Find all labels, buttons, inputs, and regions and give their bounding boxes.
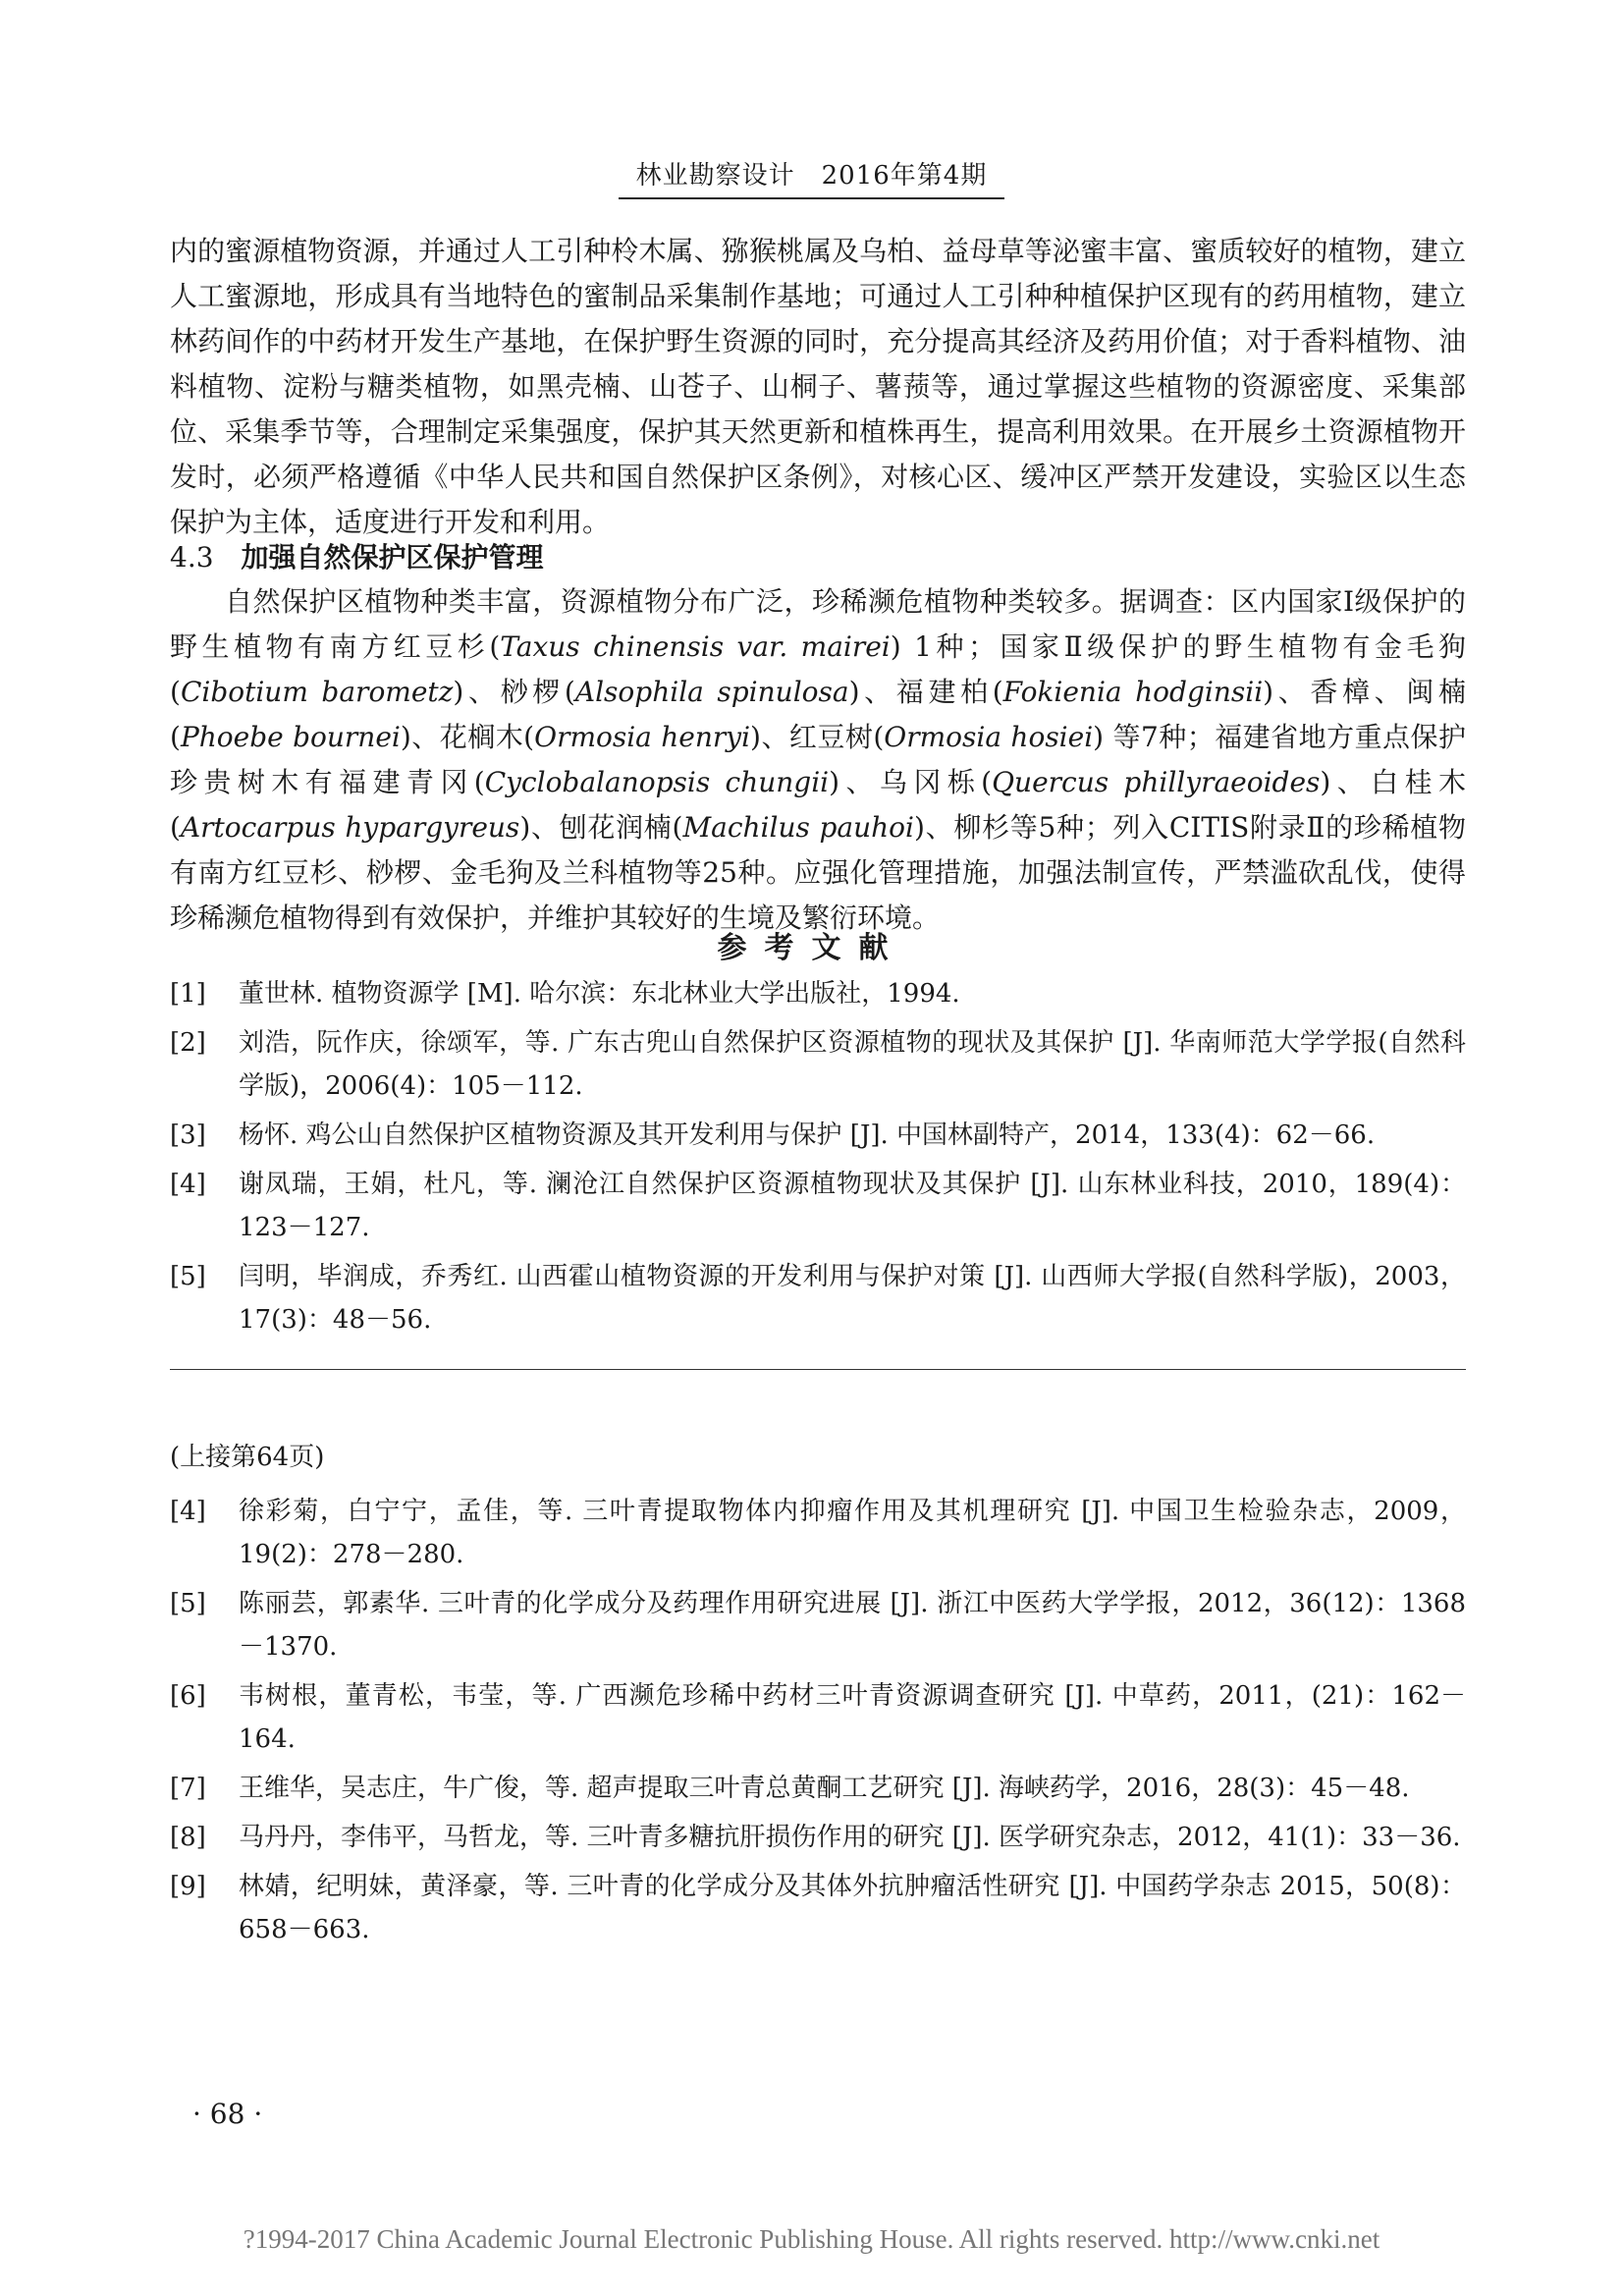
reference-item [170, 1490, 1466, 1576]
reference-text: 林婧，纪明妹，黄泽豪，等. 三叶青的化学成分及其体外抗肿瘤活性研究 [J]. 中国药学杂志 2015，50(8)：658－663. [239, 1872, 1466, 1944]
reference-text: 谢凤瑞，王娟，杜凡，等. 澜沧江自然保护区资源植物现状及其保护 [J]. 山东林业科技，2010，189(4)：123－127. [239, 1170, 1466, 1242]
latin-name: Alsophila spinulosa [574, 676, 849, 708]
latin-name: Cyclobalanopsis chungii [484, 766, 830, 798]
body-paragraph-1: 内的蜜源植物资源，并通过人工引种柃木属、猕猴桃属及乌柏、益母草等泌蜜丰富、蜜质较好的植物，建立人工蜜源地，形成具有当地特色的蜜制品采集制作基地；可通过人工引种种植保护区现有的药用植物，建立林药间作的中药材开发生产基地，在保护野生资源的同时，充分提高其经济及药用价值；对于香料植物、油料植物、淀粉与糖类植物，如黑壳楠、山苍子、山桐子、薯蓣等，通过掌握这些植物的资源密度、采集部位、采集季节等，合理制定采集强度，保护其天然更新和植株再生，提高利用效果。在开展乡土资源植物开发时，必须严格遵循《中华人民共和国自然保护区条例》，对核心区、缓冲区严禁开发建设，实验区以生态保护为主体，适度进行开发和利用。 [170, 235, 1466, 538]
reference-item [170, 1114, 1466, 1157]
section-divider [170, 1369, 1466, 1370]
reference-item [170, 1767, 1466, 1810]
reference-index: [2] [170, 1028, 206, 1058]
reference-index: [3] [170, 1121, 206, 1150]
reference-item [170, 1582, 1466, 1668]
latin-name: Taxus chinensis var. mairei [500, 630, 891, 663]
latin-name: Ormosia henryi [534, 721, 751, 753]
section-number: 4.3 [170, 541, 214, 574]
latin-name: Phoebe bournei [180, 721, 401, 753]
reference-item [170, 1255, 1466, 1341]
page-number: · 68 · [192, 2098, 263, 2130]
reference-index: [8] [170, 1823, 206, 1852]
body-paragraph-2: 自然保护区植物种类丰富，资源植物分布广泛，珍稀濒危植物种类较多。据调查：区内国家Ⅰ级保护的野生植物有南方红豆杉(Taxus chinensis var. mairei) 1种；国家Ⅱ级保护的野生植物有金毛狗(Cibotium barometz)、桫椤(Alsophila spinulosa)、福建柏(Fokienia hodginsii)、香樟、闽楠(Phoebe bournei)、花榈木(Ormosia henryi)、红豆树(Ormosia hosiei) 等7种；福建省地方重点保护珍贵树木有福建青冈(Cyclobalanopsis chungii)、乌冈栎(Quercus phillyraeoides)、白桂木(Artocarpus hypargyreus)、刨花润楠(Machilus pauhoi)、柳杉等5种；列入CITIS附录Ⅱ的珍稀植物有南方红豆杉、桫椤、金毛狗及兰科植物等25种。应强化管理措施，加强法制宣传，严禁滥砍乱伐，使得珍稀濒危植物得到有效保护，并维护其较好的生境及繁衍环境。 [170, 585, 1466, 934]
running-header [0, 155, 1623, 199]
reference-text: 王维华，吴志庄，牛广俊，等. 超声提取三叶青总黄酮工艺研究 [J]. 海峡药学，2016，28(3)：45－48. [239, 1774, 1410, 1803]
reference-item [170, 1865, 1466, 1951]
reference-item [170, 972, 1466, 1015]
reference-index: [4] [170, 1497, 206, 1526]
reference-index: [6] [170, 1681, 206, 1711]
latin-name: Machilus pauhoi [682, 811, 914, 844]
latin-name: Ormosia hosiei [884, 721, 1094, 753]
reference-index: [5] [170, 1589, 206, 1618]
reference-text: 董世林. 植物资源学 [M]. 哈尔滨：东北林业大学出版社，1994. [239, 979, 960, 1009]
latin-name: Quercus phillyraeoides [992, 766, 1321, 798]
reference-index: [7] [170, 1774, 206, 1803]
reference-index: [4] [170, 1170, 206, 1199]
reference-item [170, 1163, 1466, 1249]
reference-text: 刘浩，阮作庆，徐颂军，等. 广东古兜山自然保护区资源植物的现状及其保护 [J]. 华南师范大学学报(自然科学版)，2006(4)：105－112. [239, 1028, 1466, 1101]
references-heading: 参考文献 [717, 931, 906, 965]
reference-list [170, 972, 1466, 1347]
latin-name: Fokienia hodginsii [1002, 676, 1264, 708]
section-heading [170, 536, 544, 575]
reference-text: 徐彩菊，白宁宁，孟佳，等. 三叶青提取物体内抑瘤作用及其机理研究 [J]. 中国卫生检验杂志，2009，19(2)：278－280. [239, 1497, 1466, 1569]
reference-index: [1] [170, 979, 206, 1009]
reference-text: 闫明，毕润成，乔秀红. 山西霍山植物资源的开发利用与保护对策 [J]. 山西师大学报(自然科学版)，2003，17(3)：48－56. [239, 1262, 1466, 1335]
reference-text: 陈丽芸，郭素华. 三叶青的化学成分及药理作用研究进展 [J]. 浙江中医药大学学报，2012，36(12)：1368－1370. [239, 1589, 1466, 1662]
reference-text: 韦树根，董青松，韦莹，等. 广西濒危珍稀中药材三叶青资源调查研究 [J]. 中草药，2011，(21)：162－164. [239, 1681, 1466, 1754]
reference-item [170, 1816, 1466, 1859]
section-title: 加强自然保护区保护管理 [241, 541, 544, 574]
latin-name: Cibotium barometz [180, 676, 454, 708]
continued-reference-list [170, 1490, 1466, 1957]
latin-name: Artocarpus hypargyreus [180, 811, 520, 844]
reference-item [170, 1021, 1466, 1108]
reference-text: 马丹丹，李伟平，马哲龙，等. 三叶青多糖抗肝损伤作用的研究 [J]. 医学研究杂志，2012，41(1)：33－36. [239, 1823, 1461, 1852]
copyright-footer: ?1994-2017 China Academic Journal Electronic Publishing House. All rights reserved. http://www.cnki.net [243, 2224, 1380, 2254]
reference-item [170, 1674, 1466, 1761]
reference-index: [5] [170, 1262, 206, 1291]
continued-note: (上接第64页) [170, 1443, 325, 1472]
journal-issue: 林业勘察设计 2016年第4期 [619, 155, 1005, 199]
reference-index: [9] [170, 1872, 206, 1901]
reference-text: 杨怀. 鸡公山自然保护区植物资源及其开发利用与保护 [J]. 中国林副特产，2014，133(4)：62－66. [239, 1121, 1376, 1150]
